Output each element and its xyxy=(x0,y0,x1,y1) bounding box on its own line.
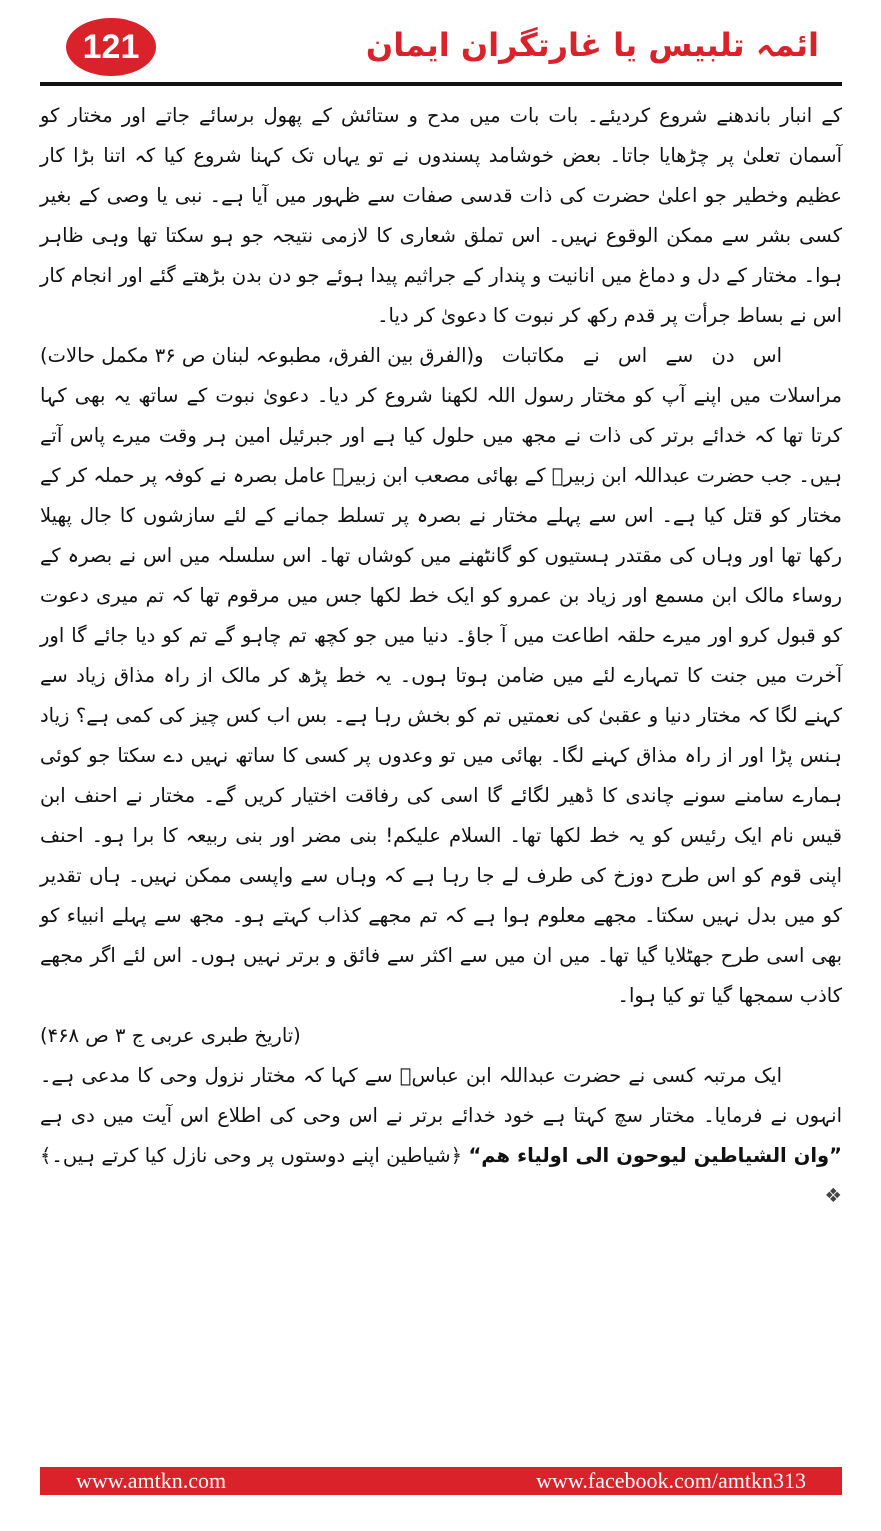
paragraph-3 xyxy=(40,1056,842,1216)
reference-1: (الفرق بین الفرق، مطبوعہ لبنان ص ۳۶ مکمل حالات) xyxy=(40,344,475,367)
page-number: 121 xyxy=(82,27,140,66)
paragraph-2: اس دن سے اس نے مکاتبات و مراسلات میں اپنے آپ کو مختار رسول اللہ لکھنا شروع کر دیا۔ دعویٰ نبوت کے ساتھ یہ بھی کہا کرتا تھا کہ خدائے برتر کی ذات نے مجھ میں حلول کیا ہے اور جبرئیل امین ہر وقت میرے پاس آتے ہیں۔ جب حضرت عبداللہ ابن زبیرؓ کے بھائی مصعب ابن زبیرؓ عامل بصرہ نے کوفہ پر حملہ کر کے مختار کو قتل کیا ہے۔ اس سے پہلے مختار نے بصرہ پر تسلط جمانے کے لئے سازشوں کا جال پھیلا رکھا تھا اور وہاں کی مقتدر ہستیوں کو گانٹھنے میں کوشاں تھا۔ اس سلسلہ میں اس نے بصرہ کے روساء مالک ابن مسمع اور زیاد بن عمرو کو ایک خط لکھا جس میں مرقوم تھا کہ تم میری دعوت کو قبول کرو اور میرے حلقہ اطاعت میں آ جاؤ۔ دنیا میں جو کچھ تم چاہو گے تم کو دیا جائے گا اور آخرت میں جنت کا تمہارے لئے میں ضامن ہوتا ہوں۔ یہ خط پڑھ کر مالک از راہ مذاق زیاد سے کہنے لگا کہ مختار دنیا و عقبیٰ کی نعمتیں تم کو بخش رہا ہے۔ بس اب کس چیز کی کمی ہے؟ زیاد ہنس پڑا اور از راہ مذاق کہنے لگا۔ بھائی میں تو وعدوں پر کسی کا ساتھ نہیں دے سکتا جو کوئی ہمارے سامنے سونے چاندی کا ڈھیر لگائے گا اسی کی رفاقت اختیار کریں گے۔ مختار نے احنف ابن قیس نام ایک رئیس کو یہ خط لکھا تھا۔ السلام علیکم! بنی مضر اور بنی ربیعہ کا برا ہو۔ احنف اپنی قوم کو اس طرح دوزخ کی طرف لے جا رہا ہے کہ وہاں سے واپسی ممکن نہیں۔ ہاں تقدیر کو میں بدل نہیں سکتا۔ مجھے معلوم ہوا ہے کہ تم مجھے کذاب کہتے ہو۔ مجھ سے پہلے انبیاء کو بھی اسی طرح جھٹلایا گیا تھا۔ میں ان میں سے اکثر سے فائق و برتر نہیں ہوں۔ اس لئے اگر مجھے کاذب سمجھا گیا تو کیا ہوا۔ xyxy=(40,344,842,1007)
page-body xyxy=(40,96,842,1216)
page-header xyxy=(0,0,881,90)
page-number-badge xyxy=(66,18,156,76)
website-link[interactable]: www.amtkn.com xyxy=(76,1468,227,1493)
verse-translation: ﴿شیاطین اپنے دوستوں پر وحی نازل کیا کرتے ہیں۔﴾ xyxy=(40,1144,463,1167)
ornament-icon: ❖ xyxy=(824,1184,842,1207)
reference-2: (تاریخ طبری عربی ج ۳ ص ۴۶۸) xyxy=(40,1024,301,1047)
paragraph-3-text: ایک مرتبہ کسی نے حضرت عبداللہ ابن عباسؓ سے کہا کہ مختار نزول وحی کا مدعی ہے۔ انہوں نے فرمایا۔ مختار سچ کہتا ہے خود خدائے برتر نے اس وحی کی اطلاع اس آیت میں دی ہے xyxy=(40,1064,842,1127)
paragraph-1 xyxy=(40,96,842,367)
book-title: ائمہ تلبیس یا غارتگران ایمان xyxy=(365,26,819,64)
facebook-link[interactable]: www.facebook.com/amtkn313 xyxy=(536,1468,806,1493)
paragraph-1-text: کے انبار باندھنے شروع کردیئے۔ بات بات میں مدح و ستائش کے پھول برسائے جاتے اور مختار کو آسمان تعلیٰ پر چڑھایا جاتا۔ بعض خوشامد پسندوں نے تو یہاں تک کہنا شروع کیا کہ اتنا بڑا کار عظیم وخطیر جو اعلیٰ حضرت کی ذات قدسی صفات سے ظہور میں آیا ہے۔ نبی یا وصی کے بغیر کسی بشر سے ممکن الوقوع نہیں۔ اس تملق شعاری کا لازمی نتیجہ جو ہو سکتا تھا وہی ظاہر ہوا۔ مختار کے دل و دماغ میں انانیت و پندار کے جراثیم پیدا ہوئے جو دن بدن بڑھتے گئے اور انجام کار اس نے بساط جرأت پر قدم رکھ کر نبوت کا دعویٰ کر دیا۔ xyxy=(40,104,842,327)
page-footer xyxy=(40,1467,842,1495)
header-divider xyxy=(40,82,842,86)
quran-verse: ”وان الشیاطین لیوحون الی اولیاء ھم“ xyxy=(468,1144,842,1167)
